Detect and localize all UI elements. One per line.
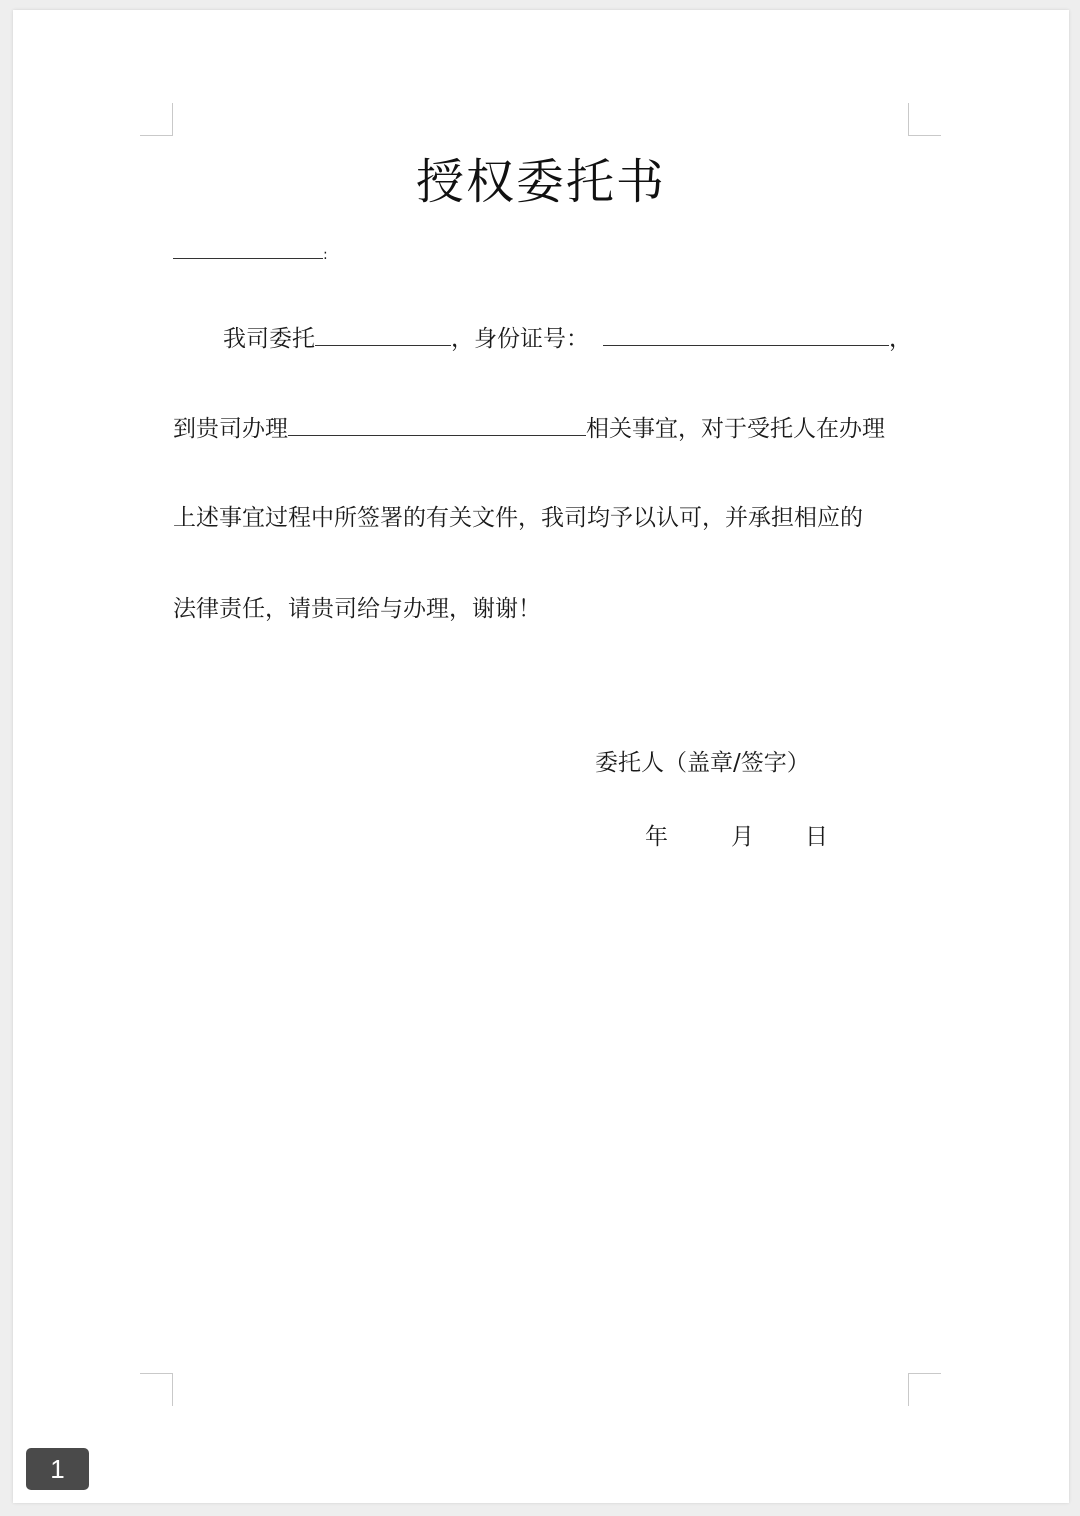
trustee-name-blank [315, 321, 451, 346]
body-line-2 [173, 411, 885, 445]
signer-label: 委托人（盖章/签字） [595, 750, 810, 776]
matter-blank [288, 411, 586, 436]
crop-mark-bottom-right [908, 1373, 941, 1406]
crop-mark-bottom-left [140, 1373, 173, 1406]
document-title: 授权委托书 [415, 154, 666, 210]
addressee-colon: : [323, 247, 328, 263]
body-line-1-text-c: ， [889, 326, 912, 352]
date-month: 月 [731, 824, 754, 850]
date-line [645, 821, 828, 853]
id-number-blank [603, 321, 889, 346]
body-line-2-text-a: 到贵司办理 [173, 416, 288, 442]
body-line-1-text-b: ，身份证号： [451, 326, 589, 352]
document-page [13, 10, 1069, 1503]
page-number-badge: 1 [26, 1448, 89, 1490]
body-line-1 [223, 321, 912, 355]
body-line-4: 法律责任，请贵司给与办理，谢谢！ [173, 596, 541, 622]
date-day: 日 [805, 824, 828, 850]
addressee-line [173, 234, 328, 271]
date-year: 年 [645, 824, 668, 850]
addressee-blank [173, 234, 323, 259]
crop-mark-top-left [140, 103, 173, 136]
body-line-1-text-a: 我司委托 [223, 326, 315, 352]
crop-mark-top-right [908, 103, 941, 136]
body-line-2-text-b: 相关事宜，对于受托人在办理 [586, 416, 885, 442]
body-line-3: 上述事宜过程中所签署的有关文件，我司均予以认可，并承担相应的 [173, 505, 863, 531]
